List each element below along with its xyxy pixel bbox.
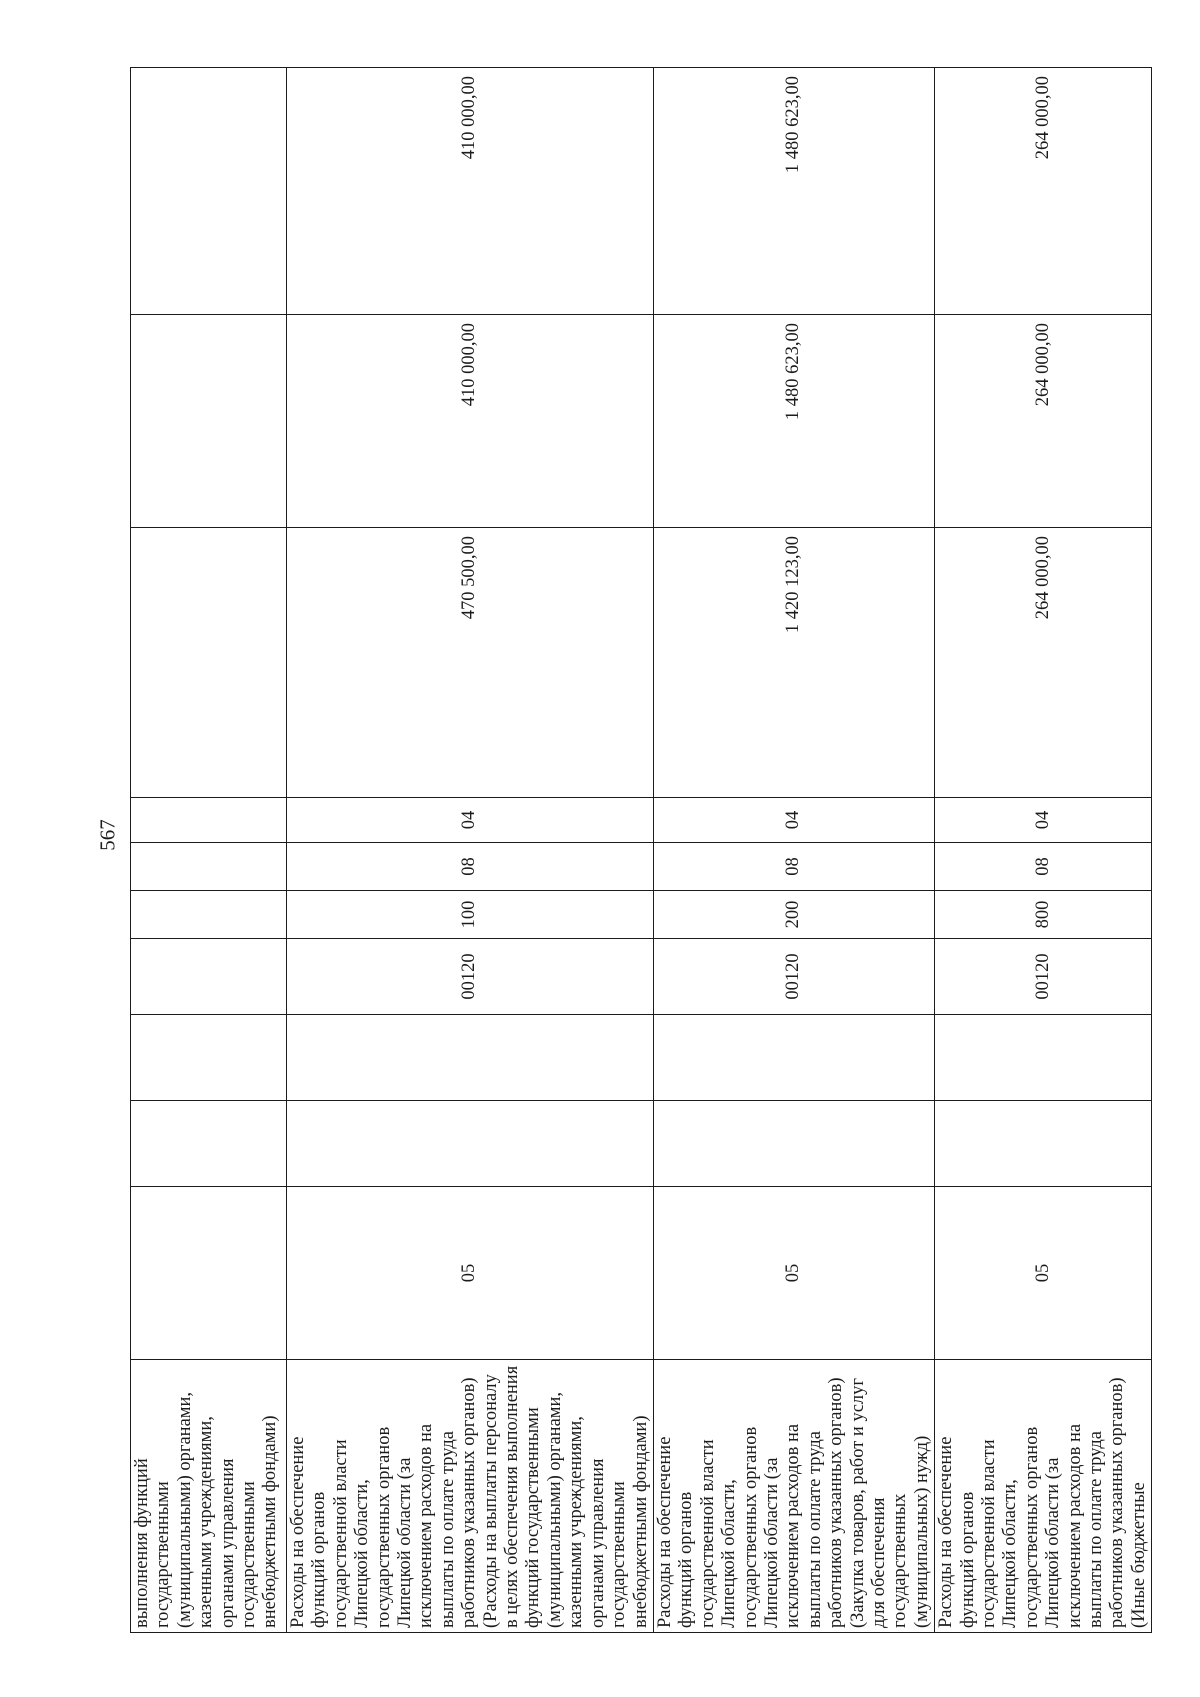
table-row	[131, 68, 287, 1633]
amount-cell	[131, 528, 287, 798]
code-cell: 00120	[653, 939, 934, 1015]
empty-cell	[935, 1101, 1152, 1187]
section-cell: 05	[935, 1187, 1152, 1360]
expense-type-cell: 200	[653, 891, 934, 939]
section-cell: 05	[653, 1187, 934, 1360]
table-row	[287, 68, 654, 1633]
page-number-text: 567	[95, 819, 120, 851]
page-number	[88, 810, 128, 860]
subsection-cell: 08	[935, 843, 1152, 891]
subsection-cell	[131, 843, 287, 891]
empty-cell	[131, 1015, 287, 1101]
description-cell: Расходы на обеспечение функций органов государственной власти Липецкой области, государственных органов Липецкой области (за исключением расходов на выплаты по оплате труда работников указанных органов) (Закупка товаров, работ и услуг для обеспечения государственных (муниципальных) нужд)	[653, 1360, 934, 1633]
amount-cell: 264 000,00	[935, 528, 1152, 798]
amount-cell	[131, 68, 287, 315]
budget-table	[130, 67, 1152, 1633]
subsection-cell: 04	[935, 798, 1152, 843]
description-cell: Расходы на обеспечение функций органов государственной власти Липецкой области, государственных органов Липецкой области (за исключением расходов на выплаты по оплате труда работников указанных органов) (Расходы на выплаты персоналу в целях обеспечения выполнения функций государственными (муниципальными) органами, казенными учреждениями, органами управления государственными внебюджетными фондами)	[287, 1360, 654, 1633]
amount-cell: 264 000,00	[935, 315, 1152, 528]
subsection-cell: 04	[653, 798, 934, 843]
description-cell: Расходы на обеспечение функций органов государственной власти Липецкой области, государственных органов Липецкой области (за исключением расходов на выплаты по оплате труда работников указанных органов) (Иные бюджетные	[935, 1360, 1152, 1633]
amount-cell	[131, 315, 287, 528]
amount-cell: 410 000,00	[287, 68, 654, 315]
amount-cell: 410 000,00	[287, 315, 654, 528]
empty-cell	[653, 1015, 934, 1101]
empty-cell	[287, 1101, 654, 1187]
empty-cell	[131, 1101, 287, 1187]
amount-cell: 1 420 123,00	[653, 528, 934, 798]
table-row	[653, 68, 934, 1633]
expense-type-cell: 800	[935, 891, 1152, 939]
code-cell	[131, 939, 287, 1015]
amount-cell: 1 480 623,00	[653, 315, 934, 528]
empty-cell	[653, 1101, 934, 1187]
subsection-cell: 04	[287, 798, 654, 843]
empty-cell	[287, 1015, 654, 1101]
expense-type-cell	[131, 891, 287, 939]
amount-cell: 264 000,00	[935, 68, 1152, 315]
rotated-table-container	[130, 68, 1149, 1633]
subsection-cell: 08	[287, 843, 654, 891]
amount-cell: 1 480 623,00	[653, 68, 934, 315]
empty-cell	[935, 1015, 1152, 1101]
subsection-cell	[131, 798, 287, 843]
code-cell: 00120	[935, 939, 1152, 1015]
subsection-cell: 08	[653, 843, 934, 891]
description-cell: выполнения функций государственными (муниципальными) органами, казенными учреждениями, органами управления государственными внебюджетными фондами)	[131, 1360, 287, 1633]
table-row	[935, 68, 1152, 1633]
amount-cell: 470 500,00	[287, 528, 654, 798]
section-cell: 05	[287, 1187, 654, 1360]
section-cell	[131, 1187, 287, 1360]
expense-type-cell: 100	[287, 891, 654, 939]
code-cell: 00120	[287, 939, 654, 1015]
